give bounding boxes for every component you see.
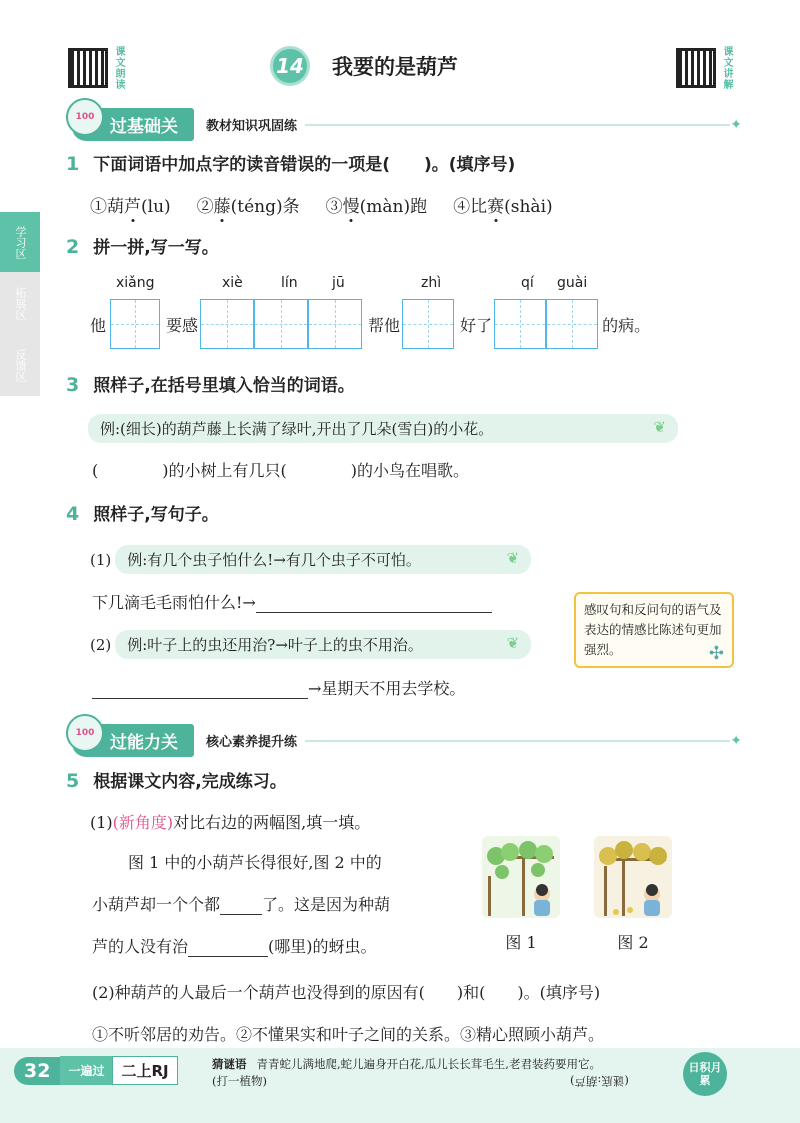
question-1-heading (66, 150, 515, 175)
figure-1 (482, 836, 560, 953)
pinyin: lín (281, 275, 298, 291)
section-title-text: 过能力关 (110, 733, 178, 753)
writing-cell[interactable] (308, 299, 362, 349)
question-title: 照样子,在括号里填入恰当的词语。 (93, 376, 355, 396)
q4-part2 (90, 630, 531, 659)
part-text: 对比右边的两幅图,填一填。 (173, 813, 371, 832)
text-segment: (哪里)的蚜虫。 (268, 937, 377, 956)
question-3-heading (66, 371, 355, 396)
q4-part1 (90, 545, 531, 574)
section-subtitle: 教材知识巩固练 (206, 119, 298, 134)
leaf-icon: ❦ (506, 634, 520, 652)
writing-cell[interactable] (200, 299, 254, 349)
qr-code-reading[interactable] (68, 46, 126, 90)
lesson-number: 14 (270, 46, 310, 86)
q4-answer-2 (92, 676, 465, 699)
mascot-badge-icon: 100 (66, 98, 104, 136)
figure-caption: 图 1 (505, 933, 537, 952)
star-icon: ✦ (730, 732, 742, 749)
brand-label: 一遍过 (60, 1056, 112, 1085)
writing-grid[interactable] (200, 299, 362, 349)
riddle-hint: (打一植物) (212, 1074, 267, 1088)
star-icon: ✦ (730, 116, 742, 133)
side-tab-feedback[interactable]: 反馈区 (0, 334, 40, 396)
section-ability (72, 724, 742, 757)
paragraph-line (92, 892, 390, 915)
writing-cell[interactable] (110, 299, 160, 349)
example-text: 例:有几个虫子怕什么!→有几个虫子不可怕。 (127, 551, 421, 569)
question-number: 5 (66, 770, 80, 792)
figure-caption: 图 2 (617, 933, 649, 952)
example-text: 例:叶子上的虫还用治?→叶子上的虫不用治。 (127, 636, 423, 654)
question-5-heading (66, 767, 287, 792)
tip-text: 感叹句和反问句的语气及表达的情感比陈述句更加强烈。 (584, 602, 722, 657)
example-box (88, 414, 678, 443)
text-segment: 芦的人没有治 (92, 937, 189, 956)
tip-box (574, 592, 734, 668)
option[interactable]: ①葫芦(lu) (90, 197, 171, 217)
pinyin: jū (332, 275, 345, 291)
part-label: (1) (90, 550, 112, 569)
question-number: 4 (66, 503, 80, 525)
q4-answer-1 (92, 590, 492, 613)
section-divider (305, 124, 730, 126)
text-segment: 帮他 (368, 315, 401, 335)
paragraph-line (92, 934, 377, 957)
question-1-options (90, 192, 553, 217)
writing-row (90, 298, 650, 350)
section-title (72, 724, 194, 757)
qr-label: 课文讲解 (721, 46, 732, 90)
question-number: 2 (66, 236, 80, 258)
fill-in-line: ( )的小树上有几只( )的小鸟在唱歌。 (92, 461, 469, 480)
grade-label: 二上RJ (112, 1056, 177, 1085)
question-title: 根据课文内容,完成练习。 (93, 772, 287, 792)
riddle-text: 青青蛇儿满地爬,蛇儿遍身开白花,瓜儿长长茸毛生,老君装药要用它。 (256, 1057, 601, 1071)
leaf-icon: ❦ (506, 549, 520, 567)
example-text: 例:(细长)的葫芦藤上长满了绿叶,开出了几朵(雪白)的小花。 (100, 420, 494, 438)
question-title: 下面词语中加点字的读音错误的一项是( )。(填序号) (93, 155, 516, 175)
withered-gourd-image (594, 836, 672, 918)
answer-blank[interactable] (188, 938, 268, 957)
figure-2 (594, 836, 672, 953)
question-number: 1 (66, 153, 80, 175)
riddle-label: 猜谜语 (212, 1057, 247, 1071)
question-number: 3 (66, 374, 80, 396)
writing-cell[interactable] (546, 299, 598, 349)
new-angle-tag: (新角度) (112, 813, 174, 832)
text-segment: 了。这是因为种葫 (262, 895, 391, 914)
answer-blank[interactable] (256, 594, 492, 613)
pinyin: guài (557, 275, 588, 291)
example-box (115, 545, 531, 574)
question-title: 照样子,写句子。 (93, 505, 219, 525)
side-tabs (0, 212, 40, 396)
pinyin: xiè (222, 275, 243, 291)
text-segment: 好了 (460, 315, 493, 335)
lesson-title: 我要的是葫芦 (332, 55, 458, 79)
q5-part2: (2)种葫芦的人最后一个葫芦也没得到的原因有( )和( )。(填序号) (92, 983, 601, 1002)
riddle-answer-upside-down: (谜底:葫芦) (570, 1074, 629, 1088)
pinyin: xiǎng (116, 275, 155, 291)
text-segment: 要感 (166, 315, 199, 335)
q5-part2-options: ①不听邻居的劝告。②不懂果实和叶子之间的关系。③精心照顾小葫芦。 (92, 1025, 605, 1044)
option[interactable]: ③慢(màn)跑 (325, 197, 428, 217)
footer-page-info (14, 1056, 178, 1085)
healthy-gourd-image (482, 836, 560, 918)
question-title: 拼一拼,写一写。 (93, 238, 219, 258)
part-label: (2) (90, 635, 112, 654)
mascot-badge-icon: 100 (66, 714, 104, 752)
qr-code-explain[interactable] (676, 46, 734, 90)
text-segment: 小葫芦却一个个都 (92, 895, 221, 914)
qr-code-icon (676, 48, 716, 88)
riddle-line (212, 1056, 601, 1072)
section-subtitle: 核心素养提升练 (206, 735, 298, 750)
writing-cell[interactable] (254, 299, 308, 349)
side-tab-study[interactable]: 学习区 (0, 212, 40, 272)
section-title-text: 过基础关 (110, 117, 178, 137)
lesson-heading (270, 46, 458, 86)
pinyin: zhì (421, 275, 442, 291)
dragonfly-icon: ✣ (708, 643, 724, 664)
paragraph-line: 图 1 中的小葫芦长得很好,图 2 中的 (128, 853, 382, 872)
qr-label: 课文朗读 (113, 46, 124, 90)
writing-grid[interactable] (110, 299, 160, 349)
option[interactable]: ④比赛(shài) (453, 197, 553, 217)
text-segment: 他 (90, 315, 107, 335)
example-box (115, 630, 531, 659)
writing-grid[interactable] (402, 299, 454, 349)
question-4-heading (66, 500, 219, 525)
prompt-text: →星期天不用去学校。 (308, 679, 466, 698)
daily-accumulate-badge: 日积月累 (683, 1052, 727, 1096)
qr-code-icon (68, 48, 108, 88)
answer-blank[interactable] (92, 680, 308, 699)
writing-cell[interactable] (494, 299, 546, 349)
writing-cell[interactable] (402, 299, 454, 349)
question-2-heading (66, 233, 219, 258)
q5-part1 (90, 810, 370, 833)
text-segment: 的病。 (602, 315, 651, 335)
option[interactable]: ②藤(téng)条 (196, 197, 300, 217)
section-title (72, 108, 194, 141)
side-tab-extend[interactable]: 拓展区 (0, 272, 40, 334)
part-label: (1) (90, 813, 113, 832)
prompt-text: 下几滴毛毛雨怕什么!→ (92, 593, 256, 612)
page-number: 32 (14, 1057, 60, 1085)
writing-grid[interactable] (494, 299, 598, 349)
answer-blank[interactable] (220, 896, 262, 915)
section-basic (72, 108, 742, 141)
section-divider (305, 740, 730, 742)
pinyin: qí (521, 275, 534, 291)
leaf-icon: ❦ (653, 418, 666, 436)
